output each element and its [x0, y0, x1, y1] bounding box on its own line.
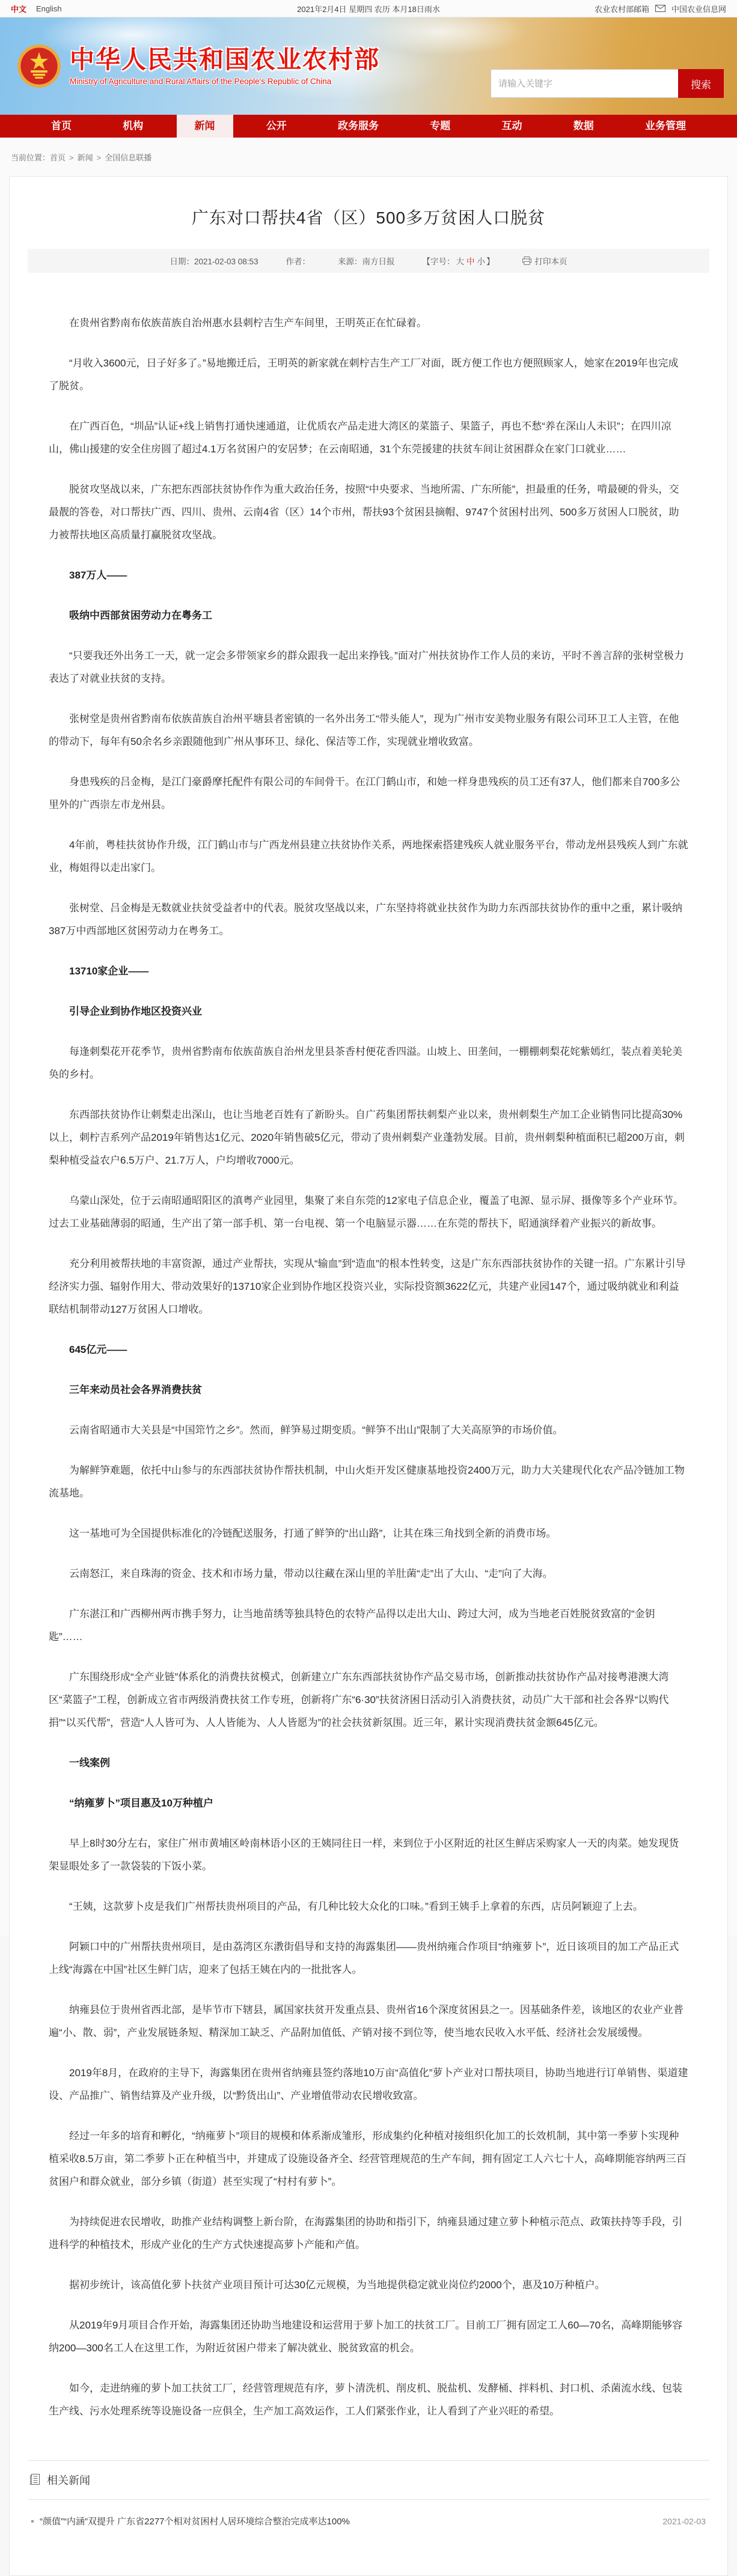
- article-subhead: “纳雍萝卜”项目惠及10万种植户: [69, 1797, 213, 1809]
- ministry-mailbox-link[interactable]: 农业农村部邮箱: [594, 4, 649, 14]
- article-paragraph: 如今，走进纳雍的萝卜加工扶贫工厂，经营管理规范有序，萝卜清洗机、削皮机、脱盐机、发酵桶、拌料机、封口机、杀菌流水线、包装生产线、污水处理系统等设施设备一应俱全，生产加工高效运作，工人们紧张作业，让人看到了产业兴旺的希望。: [49, 2383, 682, 2417]
- date-weather-info: 2021年2月4日 星期四 农历 本月18日雨水: [297, 4, 440, 14]
- related-news-title: 相关新闻: [47, 2474, 90, 2486]
- nav-item-news[interactable]: 新闻: [177, 115, 233, 138]
- lang-switch-zh[interactable]: 中文: [11, 4, 27, 14]
- article-paragraph: 4年前，粤桂扶贫协作升级，江门鹤山市与广西龙州县建立扶贫协作关系，两地探索搭建残疾人就业服务平台，带动龙州县残疾人到广东就业，梅姐得以走出家门。: [49, 839, 688, 873]
- search-input[interactable]: [491, 69, 678, 98]
- article-paragraph: 广东围绕形成“全产业链”体系化的消费扶贫模式，创新建立广东东西部扶贫协作产品交易市场，创新推动扶贫协作产品对接粤港澳大湾区“菜篮子”工程，创新成立省市两级消费扶贫工作专班，创新将广东“6·30”扶贫济困日活动引入消费扶贫，动员广大干部和社会各界“以购代捐”“以买代帮”，营造“人人皆可为、人人皆能为、人人皆愿为”的社会扶贫新氛围。近三年，累计实现消费扶贫金额645亿元。: [49, 1671, 669, 1728]
- meta-author: 作者：: [286, 257, 311, 266]
- site-title: 中华人民共和国农业农村部: [70, 45, 380, 73]
- top-utility-bar: [0, 0, 737, 17]
- font-size-label: 【字号：: [422, 257, 455, 266]
- article-paragraph: 在贵州省黔南布依族苗族自治州惠水县刺柠吉生产车间里，王明英正在忙碌着。: [69, 317, 427, 329]
- article-paragraph: “王姨，这款萝卜皮是我们广州帮扶贵州项目的产品，有几种比较大众化的口味。”看到王姨手上拿着的东西，店员阿颖迎了上去。: [69, 1901, 643, 1912]
- breadcrumb-separator: >: [96, 153, 102, 162]
- article-paragraph: 脱贫攻坚战以来，广东把东西部扶贫协作作为重大政治任务，按照“中央要求、当地所需、广东所能”，担最重的任务，啃最硬的骨头，交最靓的答卷，对口帮扶广西、四川、贵州、云南4省（区）14个市州，帮扶93个贫困县摘帽、9747个贫困村出列、500多万贫困人口脱贫，助力被帮扶地区高质量打赢脱贫攻坚战。: [49, 484, 679, 541]
- meta-source: 来源：南方日报: [338, 257, 395, 266]
- article-paragraph: 东西部扶贫协作让刺梨走出深山，也让当地老百姓有了新盼头。自广药集团帮扶刺梨产业以来，贵州刺梨生产加工企业销售同比提高30%以上，刺柠吉系列产品2019年销售达1亿元、2020年销售破5亿元，带动了贵州刺梨产业蓬勃发展。目前，贵州刺梨种植面积已超200万亩，刺梨种植受益农户6.5万户、21.7万人，户均增收7000元。: [49, 1109, 685, 1166]
- article-meta-bar: [28, 249, 709, 273]
- related-news-item: [28, 2500, 709, 2527]
- article-subhead: 一线案例: [69, 1757, 110, 1769]
- article-paragraph: 2019年8月，在政府的主导下，海露集团在贵州省纳雍县签约落地10万亩“高值化”萝卜产业对口帮扶项目，协助当地进行订单销售、渠道建设、产品推广、销售结算及产业升级，以“黔货出山”、产业增值带动农民增收致富。: [49, 2067, 688, 2101]
- article-body: [28, 273, 709, 2423]
- site-banner: [0, 17, 737, 115]
- nav-item-org[interactable]: 机构: [123, 120, 144, 132]
- related-news-header: [28, 2461, 709, 2500]
- article-paragraph: 身患残疾的吕金梅，是江门豪爵摩托配件有限公司的车间骨干。在江门鹤山市，和她一样身患残疾的员工还有37人，他们都来自700多公里外的广西崇左市龙州县。: [49, 776, 680, 810]
- printer-icon: [522, 257, 531, 265]
- article-paragraph: 乌蒙山深处，位于云南昭通昭阳区的滇粤产业园里，集聚了来自东莞的12家电子信息企业，覆盖了电源、显示屏、摄像等多个产业环节。过去工业基础薄弱的昭通，生产出了第一部手机、第一台电视、第一个电脑显示器……在东莞的帮扶下，昭通演绎着产业振兴的新故事。: [49, 1195, 683, 1229]
- site-brand: [17, 44, 380, 88]
- news-doc-icon: [30, 2474, 41, 2486]
- breadcrumb-separator: >: [69, 153, 74, 162]
- nav-item-special[interactable]: 专题: [430, 120, 451, 132]
- article-paragraph: 据初步统计，该高值化萝卜扶贫产业项目预计可达30亿元规模，为当地提供稳定就业岗位约2000个，惠及10万种植户。: [69, 2279, 605, 2291]
- article-paragraph: “只要我还外出务工一天，就一定会多带领家乡的群众跟我一起出来挣钱。”面对广州扶贫协作工作人员的来访，平时不善言辞的张树堂极力表达了对就业扶贫的支持。: [49, 650, 684, 684]
- breadcrumb-link-0[interactable]: 首页: [50, 153, 66, 162]
- nav-item-interact[interactable]: 互动: [501, 120, 522, 132]
- bullet-icon: [31, 2520, 34, 2523]
- main-nav: [0, 115, 737, 138]
- article-subhead: 三年来动员社会各界消费扶贫: [69, 1384, 202, 1396]
- related-news-section: [28, 2460, 709, 2527]
- font-size-large[interactable]: 大: [456, 257, 465, 266]
- article-paragraph: 为持续促进农民增收，助推产业结构调整上新台阶，在海露集团的协助和指引下，纳雍县通过建立萝卜种植示范点、政策扶持等手段，引进科学的种植技术，形成产业化的生产方式快速提高萝卜产能和产值。: [49, 2216, 682, 2250]
- font-size-control: [423, 255, 495, 267]
- article-paragraph: 广东湛江和广西柳州两市携手努力，让当地苗绣等独具特色的农特产品得以走出大山、跨过大河，成为当地老百姓脱贫致富的“金钥匙”……: [49, 1608, 655, 1642]
- article-title: 广东对口帮扶4省（区）500多万贫困人口脱贫: [191, 208, 546, 227]
- article-paragraph: 早上8时30分左右，家住广州市黄埔区岭南林语小区的王姨同往日一样，来到位于小区附近的社区生鲜店采购家人一天的肉菜。她发现货架显眼处多了一款袋装的下饭小菜。: [49, 1838, 679, 1872]
- font-size-label-end: 】: [486, 257, 495, 266]
- lang-switch-en[interactable]: English: [36, 4, 62, 13]
- related-news-date: 2021-02-03: [662, 2516, 706, 2526]
- article-paragraph: 云南省昭通市大关县是“中国筇竹之乡”。然而，鲜笋易过期变质。“鲜笋不出山”限制了大关高原笋的市场价值。: [69, 1424, 563, 1436]
- nav-item-business[interactable]: 业务管理: [645, 120, 686, 132]
- meta-date: 日期：2021-02-03 08:53: [170, 257, 258, 266]
- related-news-link[interactable]: [31, 2515, 350, 2527]
- article-paragraph: 充分利用被帮扶地的丰富资源，通过产业帮扶，实现从“输血”到“造血”的根本性转变，这是广东东西部扶贫协作的关键一招。广东累计引导经济实力强、辐射作用大、带动效果好的13710家企业到协作地区投资兴业，实际投资额3622亿元，共建产业园147个，通过吸纳就业和利益联结机制带动127万贫困人口增收。: [49, 1258, 686, 1315]
- nav-item-gov-service[interactable]: 政务服务: [338, 120, 379, 132]
- article-paragraph: 张树堂、吕金梅是无数就业扶贫受益者中的代表。脱贫攻坚战以来，广东坚持将就业扶贫作为助力东西部扶贫协作的重中之重，累计吸纳387万中西部地区贫困劳动力在粤务工。: [49, 902, 682, 937]
- article-subhead: 引导企业到协作地区投资兴业: [69, 1006, 202, 1017]
- article-subhead: 13710家企业——: [69, 965, 149, 977]
- article-subhead: 645亿元——: [69, 1344, 127, 1355]
- breadcrumb-link-2[interactable]: 全国信息联播: [105, 153, 152, 162]
- article-container: [9, 176, 728, 2576]
- national-emblem-icon: [17, 44, 61, 88]
- font-size-medium[interactable]: 中: [466, 257, 475, 266]
- search-bar: [491, 69, 724, 98]
- article-paragraph: 在广西百色，“圳品”认证+线上销售打通快速通道，让优质农产品走进大湾区的菜篮子、果篮子，再也不愁“养在深山人未识”；在四川凉山，佛山援建的安全住房圆了超过4.1万名贫困户的安居梦；在云南昭通，31个东莞援建的扶贫车间让贫困群众在家门口就业……: [49, 421, 671, 455]
- article-subhead: 387万人——: [69, 570, 127, 581]
- article-paragraph: 从2019年9月项目合作开始，海露集团还协助当地建设和运营用于萝卜加工的扶贫工厂。目前工厂拥有固定工人60—70名，高峰期能够容纳200—300名工人在这里工作，为附近贫困户带来了解决就业、脱贫致富的机会。: [49, 2319, 683, 2354]
- article-paragraph: 每逢刺梨花开花季节，贵州省黔南布依族苗族自治州龙里县茶香村便花香四溢。山坡上、田垄间，一棚棚刺梨花姹紫嫣红，装点着美轮美奂的乡村。: [49, 1046, 682, 1080]
- envelope-icon[interactable]: [655, 5, 665, 12]
- article-paragraph: 这一基地可为全国提供标准化的冷链配送服务，打通了鲜笋的“出山路”，让其在珠三角找到全新的消费市场。: [69, 1528, 557, 1539]
- breadcrumb: [0, 138, 737, 176]
- breadcrumb-label: 当前位置：: [11, 153, 50, 162]
- article-paragraph: 经过一年多的培育和孵化，“纳雍萝卜”项目的规模和体系渐成雏形，形成集约化种植对接组织化加工的长效机制，其中第一季萝卜实现种植采收8.5万亩，第二季萝卜正在种植当中，并建成了设施设备齐全、经营管理规范的生产车间，拥有固定工人六七十人，高峰期能容纳两三百贫困户和群众就业，部分乡镇（街道）甚至实现了“村村有萝卜”。: [49, 2130, 687, 2187]
- print-page-button[interactable]: [522, 255, 567, 267]
- site-subtitle: Ministry of Agriculture and Rural Affairs of the People's Republic of China: [70, 77, 332, 87]
- nav-item-home[interactable]: 首页: [51, 120, 72, 132]
- nav-item-data[interactable]: 数据: [573, 120, 594, 132]
- china-agri-info-link[interactable]: 中国农业信息网: [671, 4, 726, 14]
- article-subhead: 吸纳中西部贫困劳动力在粤务工: [69, 610, 212, 621]
- article-paragraph: 云南怒江，来自珠海的资金、技术和市场力量，带动以往藏在深山里的羊肚菌“走”出了大山、“走”向了大海。: [69, 1568, 553, 1579]
- related-news-text: “颜值”“内涵”双提升 广东省2277个相对贫困村人居环境综合整治完成率达100%: [40, 2517, 350, 2527]
- article-paragraph: 阿颖口中的广州帮扶贵州项目，是由荔湾区东漖街倡导和支持的海露集团——贵州纳雍合作项目“纳雍萝卜”，近日该项目的加工产品正式上线“海露在中国”社区生鲜门店，迎来了包括王姨在内的一批批客人。: [49, 1941, 679, 1975]
- article-paragraph: 为解鲜笋难题，依托中山参与的东西部扶贫协作帮扶机制，中山火炬开发区健康基地投资2400万元，助力大关建现代化农产品冷链加工物流基地。: [49, 1465, 685, 1499]
- print-page-label: 打印本页: [534, 257, 567, 266]
- search-button[interactable]: 搜索: [678, 69, 724, 98]
- nav-item-open[interactable]: 公开: [266, 120, 287, 132]
- article-paragraph: 张树堂是贵州省黔南布依族苗族自治州平塘县者密镇的一名外出务工“带头能人”，现为广州市安美物业服务有限公司环卫工人主管，在他的带动下，每年有50余名乡亲跟随他到广州从事环卫、绿化、保洁等工作，实现就业增收致富。: [49, 713, 679, 747]
- breadcrumb-link-1[interactable]: 新闻: [77, 153, 93, 162]
- font-size-small[interactable]: 小: [477, 257, 486, 266]
- article-paragraph: 纳雍县位于贵州省西北部，是毕节市下辖县，属国家扶贫开发重点县、贵州省16个深度贫困县之一。因基础条件差，该地区的农业产业普遍“小、散、弱”，产业发展链条短、精深加工缺乏、产品附加值低、产销对接不到位等，使当地农民收入水平低、经济社会发展缓慢。: [49, 2004, 683, 2038]
- article-paragraph: “月收入3600元，日子好多了。”易地搬迁后，王明英的新家就在刺柠吉生产工厂对面，既方便工作也方便照顾家人，她家在2019年也完成了脱贫。: [49, 357, 679, 392]
